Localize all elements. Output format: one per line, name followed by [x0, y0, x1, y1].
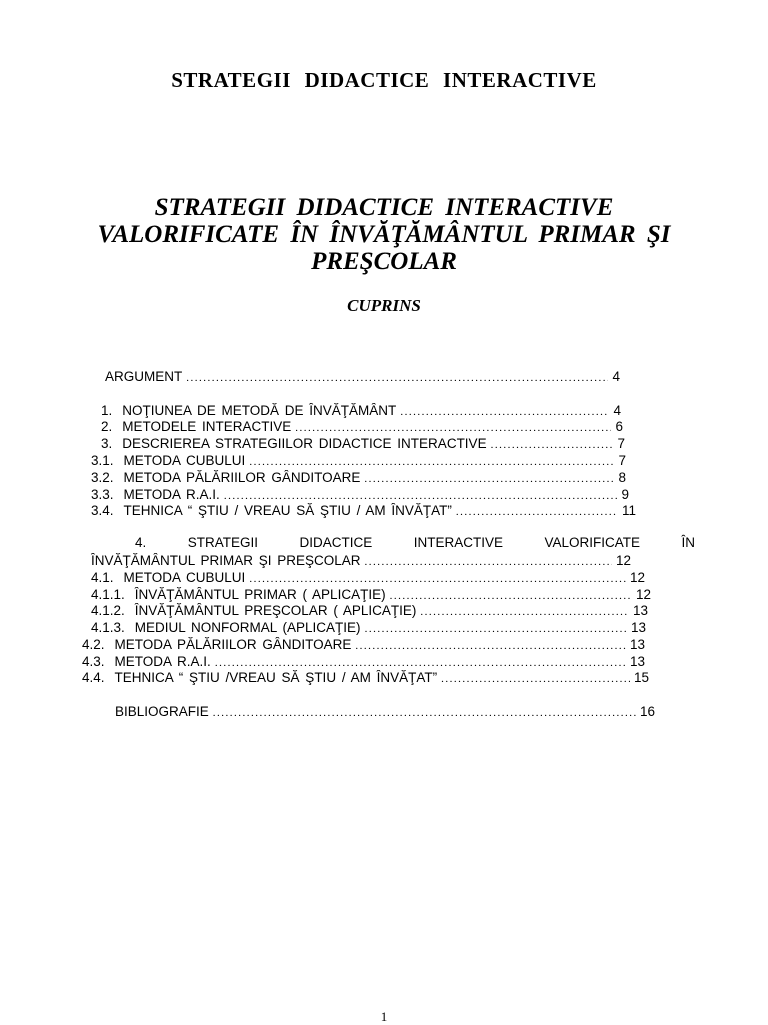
toc-entry-number: 1. — [101, 403, 113, 418]
toc-entry-number: 2. — [101, 419, 113, 434]
toc-entry-page: 4 — [612, 369, 620, 384]
toc-entry-label: METODELE INTERACTIVE — [122, 419, 292, 434]
toc-leader-dots — [249, 456, 614, 468]
toc-entry-number: 4. — [135, 535, 147, 550]
toc-entry-page: 8 — [618, 470, 626, 485]
toc-entry-page: 11 — [621, 503, 636, 518]
toc-entry[interactable] — [91, 553, 631, 571]
toc-entry-label: METODA CUBULUI — [123, 570, 246, 585]
toc-entry-page: 16 — [639, 704, 655, 719]
toc-entry[interactable] — [101, 436, 625, 454]
toc-leader-dots — [249, 573, 626, 585]
toc-entry-page: 7 — [617, 436, 625, 451]
toc-entry-label: BIBLIOGRAFIE — [115, 704, 209, 719]
toc-entry[interactable] — [91, 453, 626, 471]
toc-entry-number: 3.2. — [91, 470, 114, 485]
toc-entry-label: TEHNICA “ ŞTIU /VREAU SĂ ŞTIU / AM ÎNVĂŢAT” — [114, 670, 438, 685]
main-title-line-3: PREŞCOLAR — [311, 248, 457, 275]
toc-entry[interactable] — [82, 637, 645, 655]
toc-leader-dots — [295, 422, 611, 434]
toc-section-word: INTERACTIVE — [413, 535, 504, 550]
toc-entry-page: 12 — [615, 553, 631, 568]
toc-entry-page: 13 — [629, 654, 645, 669]
toc-entry-number: 4.1.2. — [91, 603, 125, 618]
toc-entry-bibliografie[interactable] — [115, 704, 655, 722]
toc-section-word: ÎN — [681, 535, 695, 550]
toc-leader-dots — [400, 406, 609, 418]
toc-leader-dots — [215, 657, 626, 669]
toc-entry-number: 4.3. — [82, 654, 105, 669]
page-number: 1 — [380, 1009, 388, 1024]
toc-entry-number: 3.1. — [91, 453, 114, 468]
toc-entry-number: 4.1. — [91, 570, 114, 585]
toc-entry[interactable] — [82, 670, 649, 688]
toc-leader-dots — [364, 473, 614, 485]
toc-leader-dots — [186, 372, 608, 384]
toc-entry[interactable] — [91, 620, 646, 638]
main-title — [74, 194, 694, 275]
toc-entry-label: METODA R.A.I. — [123, 487, 220, 502]
toc-section-word: DIDACTICE — [299, 535, 373, 550]
toc-section-word: VALORIFICATE — [544, 535, 641, 550]
contents-heading: CUPRINS — [347, 296, 421, 315]
toc-leader-dots — [441, 673, 630, 685]
toc-entry-label: METODA R.A.I. — [114, 654, 211, 669]
toc-entry-number: 4.1.3. — [91, 620, 125, 635]
toc-entry-page: 6 — [615, 419, 623, 434]
toc-entry-page: 13 — [629, 637, 645, 652]
toc-entry-page: 4 — [613, 403, 621, 418]
toc-entry-number: 4.2. — [82, 637, 105, 652]
toc-section-word: STRATEGII — [187, 535, 259, 550]
toc-entry[interactable] — [91, 603, 648, 621]
toc-entry-label: DESCRIEREA STRATEGIILOR DIDACTICE INTERACTIVE — [122, 436, 487, 451]
toc-entry-label: ÎNVĂŢĂMÂNTUL PREŞCOLAR ( APLICAŢIE) — [134, 603, 417, 618]
toc-leader-dots — [420, 606, 629, 618]
toc-entry-page: 12 — [635, 587, 651, 602]
toc-entry[interactable] — [91, 503, 636, 521]
main-title-line-2: VALORIFICATE ÎN ÎNVĂŢĂMÂNTUL PRIMAR ŞI — [97, 221, 671, 248]
toc-leader-dots — [390, 590, 632, 602]
toc-entry-page: 13 — [630, 620, 646, 635]
toc-entry-number: 4.4. — [82, 670, 105, 685]
toc-entry-page: 12 — [629, 570, 645, 585]
toc-entry-label: METODA PĂLĂRIILOR GÂNDITOARE — [123, 470, 361, 485]
toc-entry-page: 9 — [621, 487, 629, 502]
toc-entry-number: 3. — [101, 436, 113, 451]
toc-entry-page: 13 — [632, 603, 648, 618]
toc-entry-label: TEHNICA “ ŞTIU / VREAU SĂ ŞTIU / AM ÎNVĂŢAT” — [123, 503, 452, 518]
toc-leader-dots — [365, 623, 627, 635]
toc-leader-dots — [491, 439, 614, 451]
toc-leader-dots — [456, 506, 618, 518]
toc-entry-label: NOŢIUNEA DE METODĂ DE ÎNVĂŢĂMÂNT — [122, 403, 397, 418]
toc-leader-dots — [213, 707, 636, 719]
toc-section-4-heading[interactable] — [135, 535, 695, 550]
toc-entry[interactable] — [91, 570, 645, 588]
toc-leader-dots — [224, 490, 618, 502]
toc-entry-number: 3.3. — [91, 487, 114, 502]
toc-entry-label: METODA CUBULUI — [123, 453, 246, 468]
main-title-line-1: STRATEGII DIDACTICE INTERACTIVE — [154, 194, 614, 221]
toc-entry-label: METODA PĂLĂRIILOR GÂNDITOARE — [114, 637, 352, 652]
toc-leader-dots — [365, 556, 612, 568]
toc-entry-label: ÎNVĂŢĂMÂNTUL PRIMAR ( APLICAŢIE) — [134, 587, 386, 602]
document-header-title: STRATEGII DIDACTICE INTERACTIVE — [171, 68, 597, 92]
toc-entry-number: 4.1.1. — [91, 587, 125, 602]
toc-entry-label: ÎNVĂŢĂMÂNTUL PRIMAR ŞI PREŞCOLAR — [91, 553, 361, 568]
toc-entry-page: 15 — [633, 670, 649, 685]
toc-entry-page: 7 — [618, 453, 626, 468]
toc-leader-dots — [355, 640, 626, 652]
toc-entry-number: 3.4. — [91, 503, 114, 518]
toc-entry-label: ARGUMENT — [105, 369, 183, 384]
toc-entry-label: MEDIUL NONFORMAL (APLICAŢIE) — [134, 620, 361, 635]
toc-entry[interactable] — [101, 419, 623, 437]
toc-entry-argument[interactable] — [105, 369, 620, 387]
toc-entry[interactable] — [91, 470, 626, 488]
